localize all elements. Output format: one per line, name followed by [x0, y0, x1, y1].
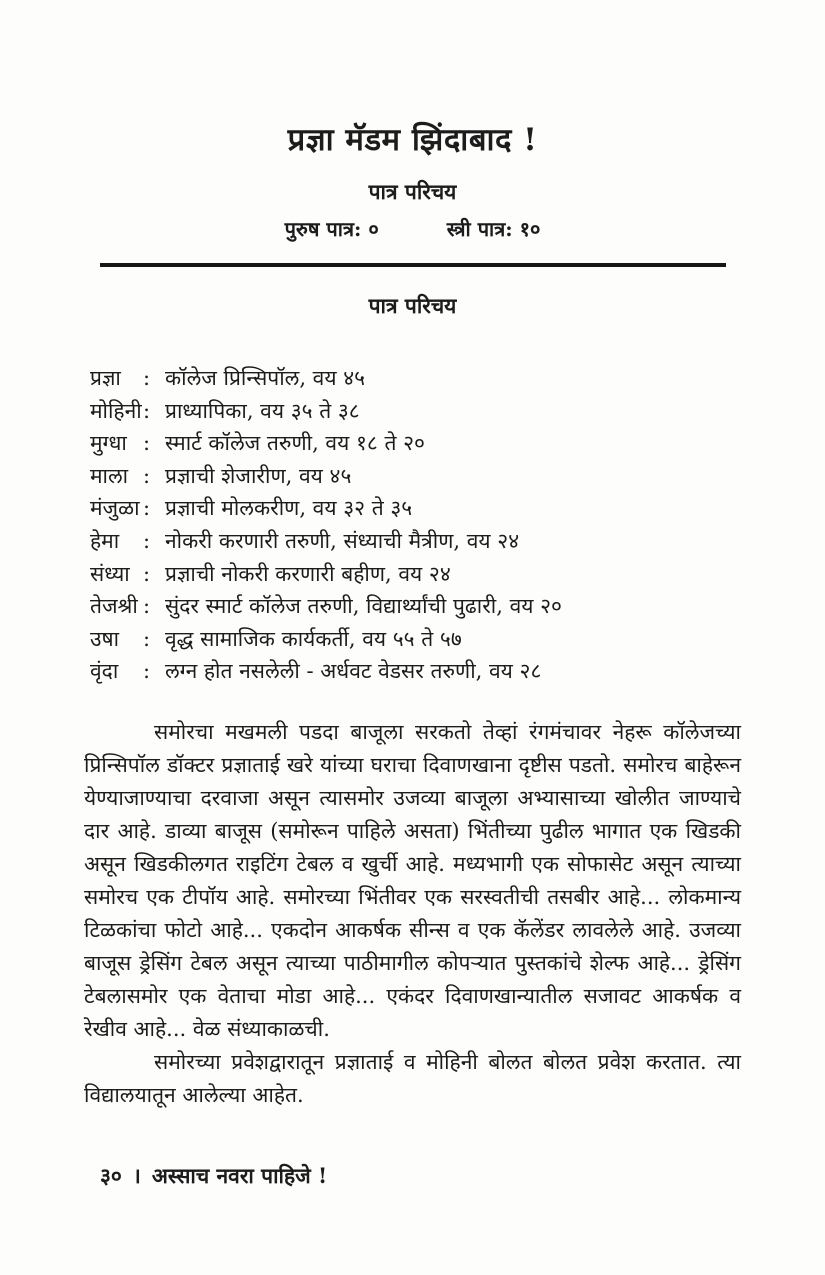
stage-directions	[84, 716, 741, 1112]
footer-page-number: ३०	[100, 1163, 122, 1188]
footer-separator: ।	[132, 1163, 141, 1188]
character-desc: प्रज्ञाची नोकरी करणारी बहीण, वय २४	[165, 561, 451, 586]
character-desc: वृद्ध सामाजिक कार्यकर्ती, वय ५५ ते ५७	[165, 626, 462, 651]
character-name: मंजुळा	[90, 496, 140, 521]
divider-rule	[100, 263, 726, 267]
character-name: उषा	[90, 626, 120, 651]
character-name: वृंदा	[90, 659, 119, 684]
character-desc: प्रज्ञाची शेजारीण, वय ४५	[165, 463, 352, 488]
character-row	[90, 558, 743, 591]
character-colon: :	[143, 366, 151, 390]
play-title: प्रज्ञा मॅडम झिंदाबाद !	[287, 122, 538, 158]
character-row	[90, 623, 743, 656]
character-row	[90, 525, 743, 558]
character-colon: :	[143, 431, 151, 456]
character-name: मुग्धा	[90, 431, 127, 456]
character-name: संध्या	[90, 561, 130, 586]
character-row	[90, 395, 743, 428]
character-row	[90, 460, 743, 493]
character-desc: प्राध्यापिका, वय ३५ ते ३८	[165, 398, 360, 423]
male-cast-count: पुरुष पात्र: ०	[284, 217, 379, 241]
character-colon: :	[143, 626, 151, 651]
character-colon: :	[143, 659, 151, 684]
character-name: तेजश्री	[90, 594, 138, 619]
character-desc: लग्न होत नसलेली - अर्धवट वेडसर तरुणी, वय २८	[165, 659, 542, 684]
page-footer	[100, 1162, 327, 1190]
character-colon: :	[143, 496, 151, 521]
character-colon: :	[143, 463, 151, 488]
section-heading: पात्र परिचय	[368, 293, 457, 318]
character-desc: प्रज्ञाची मोलकरीण, वय ३२ ते ३५	[165, 496, 413, 521]
character-name: मोहिनी	[90, 398, 142, 423]
character-name: हेमा	[90, 528, 120, 553]
character-desc: नोकरी करणारी तरुणी, संध्याची मैत्रीण, वय २४	[165, 528, 520, 553]
character-colon: :	[143, 594, 151, 619]
character-name: प्रज्ञा	[90, 366, 121, 390]
character-list	[90, 362, 743, 688]
stage-paragraph-1: समोरचा मखमली पडदा बाजूला सरकतो तेव्हां रंगमंचावर नेहरू कॉलेजच्या प्रिन्सिपॉल डॉक्टर प्रज्ञाताई खरे यांच्या घराचा दिवाणखाना दृष्टीस पडतो. समोरच बाहेरून येण्याजाण्याचा दरवाजा असून त्यासमोर उजव्या बाजूला अभ्यासाच्या खोलीत जाण्याचे दार आहे. डाव्या बाजूस (समोरून पाहिले असता) भिंतीच्या पुढील भागात एक खिडकी असून खिडकीलगत राइटिंग टेबल व खुर्ची आहे. मध्यभागी एक सोफासेट असून त्याच्या समोरच एक टीपॉय आहे. समोरच्या भिंतीवर एक सरस्वतीची तसबीर आहे... लोकमान्य टिळकांचा फोटो आहे... एकदोन आकर्षक सीन्स व एक कॅलेंडर लावलेले आहे. उजव्या बाजूस ड्रेसिंग टेबल असून त्याच्या पाठीमागील कोपऱ्यात पुस्तकांचे शेल्फ आहे... ड्रेसिंग टेबलासमोर एक वेताचा मोडा आहे... एकंदर दिवाणखान्यातील सजावट आकर्षक व रेखीव आहे... वेळ संध्याकाळची.	[84, 719, 741, 1041]
character-name: माला	[90, 463, 129, 488]
character-desc: सुंदर स्मार्ट कॉलेज तरुणी, विद्यार्थ्यांची पुढारी, वय २०	[165, 594, 562, 619]
stage-paragraph-2: समोरच्या प्रवेशद्वारातून प्रज्ञाताई व मोहिनी बोलत बोलत प्रवेश करतात. त्या विद्यालयातून आलेल्या आहेत.	[84, 1049, 741, 1107]
character-row	[90, 655, 743, 688]
female-cast-count: स्त्री पात्र: १०	[446, 217, 541, 241]
character-colon: :	[143, 528, 151, 553]
character-desc: कॉलेज प्रिन्सिपॉल, वय ४५	[165, 366, 366, 390]
character-colon: :	[143, 398, 151, 423]
footer-book-title: अस्साच नवरा पाहिजे !	[151, 1163, 328, 1188]
page-header	[0, 0, 825, 241]
character-desc: स्मार्ट कॉलेज तरुणी, वय १८ ते २०	[165, 431, 425, 456]
character-row	[90, 590, 743, 623]
character-colon: :	[143, 561, 151, 586]
character-row	[90, 427, 743, 460]
character-row	[90, 362, 743, 395]
character-row	[90, 492, 743, 525]
cast-counts-row	[0, 217, 825, 241]
cast-section-label: पात्र परिचय	[368, 179, 457, 204]
